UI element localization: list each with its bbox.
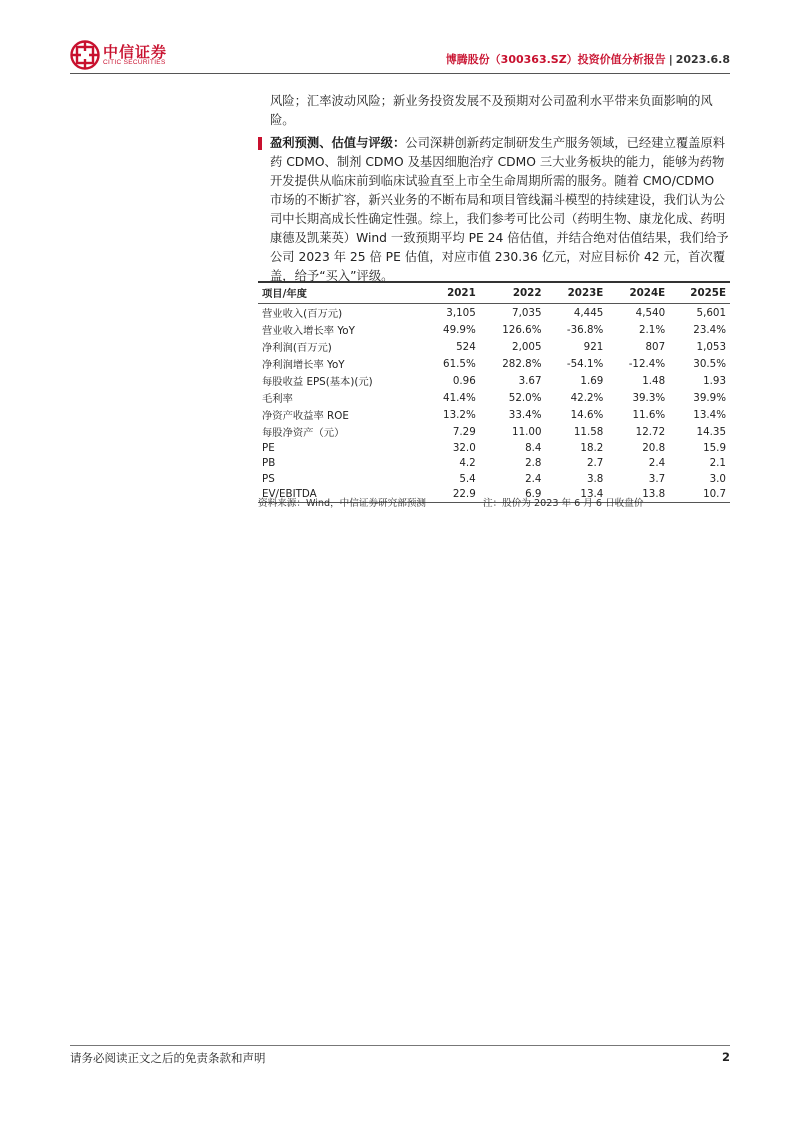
row-label: 每股收益 EPS(基本)(元) (262, 376, 373, 388)
table-row (258, 355, 730, 372)
table-cell: 33.4% (508, 408, 542, 421)
row-label: 净利润增长率 YoY (262, 359, 345, 371)
table-cell: 41.4% (443, 391, 476, 404)
table-cell: 14.6% (570, 408, 604, 421)
page-number: 2 (721, 1050, 730, 1064)
section-marker (258, 137, 262, 150)
table-row (258, 304, 730, 322)
table-cell: 11.58 (573, 425, 604, 438)
table-cell: 2.4 (648, 457, 666, 470)
table-cell: 20.8 (642, 441, 666, 454)
row-label: PE (262, 441, 275, 454)
table-row (258, 338, 730, 355)
table-cell: 282.8% (502, 357, 542, 370)
table-cell: 13.4 (546, 487, 608, 503)
table-cell: 1.69 (580, 374, 604, 387)
table-cell: 30.5% (693, 357, 726, 370)
table-header-row (258, 283, 730, 304)
report-title: 博腾股份（300363.SZ）投资价值分析报告 (445, 53, 666, 66)
table-cell: 807 (645, 340, 666, 353)
table-source: 资料来源：Wind，中信证券研究部预测 (258, 498, 427, 509)
logo-text-cn: 中信证券 (103, 43, 168, 61)
table-row (258, 423, 730, 440)
table-cell: 12.72 (635, 425, 666, 438)
table-row (258, 406, 730, 423)
page-header (70, 38, 730, 72)
table-cell: 2.1% (638, 323, 666, 336)
table-cell: 39.9% (693, 391, 726, 404)
footer-divider (70, 1045, 730, 1046)
valuation-paragraph (270, 134, 730, 286)
table-cell: 18.2 (580, 441, 604, 454)
table-cell: 2.4 (525, 472, 542, 485)
table-cell: 5,601 (696, 306, 726, 319)
header-divider (70, 73, 730, 74)
row-label: EV/EBITDA (258, 487, 423, 503)
table-cell: 23.4% (693, 323, 726, 336)
table-cell: 15.9 (703, 441, 726, 454)
table-header-cell: 项目/年度 (258, 283, 423, 304)
table-cell: 39.3% (632, 391, 666, 404)
table-cell: 4,445 (573, 306, 604, 319)
table-header-cell: 2024E (607, 283, 669, 304)
table-header-cell: 2022 (480, 283, 546, 304)
table-cell: 49.9% (443, 323, 476, 336)
table-row (258, 372, 730, 389)
table-cell: 13.4% (693, 408, 726, 421)
table-cell: 3.8 (586, 472, 604, 485)
row-label: 营业收入增长率 YoY (262, 325, 355, 337)
table-row (258, 471, 730, 487)
table-row (258, 456, 730, 472)
table-cell: 0.96 (452, 374, 476, 387)
header-separator: | (668, 53, 673, 66)
report-header-title (446, 51, 730, 67)
table-cell: 6.9 (480, 487, 546, 503)
table-cell: 14.35 (696, 425, 726, 438)
table-cell: 921 (583, 340, 604, 353)
citic-logo-icon (70, 40, 100, 70)
table-cell: 7,035 (512, 306, 542, 319)
report-date: 2023.6.8 (675, 53, 730, 66)
table-cell: 22.9 (423, 487, 480, 503)
table-cell: -54.1% (566, 357, 604, 370)
table-cell: 3.67 (518, 374, 542, 387)
table-cell: 126.6% (502, 323, 542, 336)
row-label: 净利润(百万元) (262, 342, 332, 354)
table-cell: 1,053 (696, 340, 726, 353)
table-header-cell: 2021 (423, 283, 480, 304)
row-label: 每股净资产（元） (262, 427, 345, 439)
table-cell: 1.93 (703, 374, 726, 387)
table-cell: 42.2% (570, 391, 604, 404)
row-label: PS (262, 472, 275, 485)
table-header-cell: 2025E (669, 283, 730, 304)
table-cell: 13.2% (443, 408, 476, 421)
table-cell: 3.7 (648, 472, 666, 485)
table-cell: 61.5% (443, 357, 476, 370)
table-cell: 5.4 (459, 472, 476, 485)
table-row (258, 389, 730, 406)
table-cell: 3.0 (709, 472, 726, 485)
risk-paragraph: 风险；汇率波动风险；新业务投资发展不及预期对公司盈利水平带来负面影响的风险。 (270, 94, 713, 127)
row-label: 营业收入(百万元) (262, 308, 343, 320)
financial-forecast-table (258, 282, 730, 503)
table-cell: 10.7 (669, 487, 730, 503)
table-note: 注：股价为 2023 年 6 月 6 日收盘价 (483, 498, 644, 509)
table-row (258, 321, 730, 338)
table-cell: 13.8 (607, 487, 669, 503)
footer-disclaimer: 请务必阅读正文之后的免责条款和声明 (70, 1051, 266, 1065)
table-cell: -36.8% (566, 323, 604, 336)
valuation-body: 公司深耕创新药定制研发生产服务领域，已经建立覆盖原料药 CDMO、制剂 CDMO 及基因细胞治疗 CDMO 三大业务板块的能力，能够为药物开发提供从临床前到临床试验直至上市全生命周期所需的服务。随着 CMO/CDMO 市场的不断扩容，新兴业务的不断布局和项目管线漏斗模型的持续建设，我们认为公司中长期高成长性确定性强。综上，我们参考可比公司（药明生物、康龙化成、药明康德及凯莱英）Wind 一致预期平均 PE 24 倍估值，并结合绝对估值结果，我们给予公司 2023 年 25 倍 PE 估值，对应市值 230.36 亿元，对应目标价 42 元，首次覆盖，给予“买入”评级。 (270, 136, 729, 283)
table-body (258, 304, 730, 503)
table-row (258, 440, 730, 456)
table-cell: 4.2 (459, 457, 476, 470)
citic-logo (70, 38, 270, 72)
valuation-heading: 盈利预测、估值与评级： (270, 136, 406, 150)
table-header-cell: 2023E (546, 283, 608, 304)
table-cell: 2.1 (709, 457, 726, 470)
table-cell: 4,540 (635, 306, 666, 319)
row-label: 净资产收益率 ROE (262, 410, 349, 422)
row-label: 毛利率 (262, 393, 293, 405)
table-cell: 2.8 (525, 457, 542, 470)
table-cell: 524 (456, 340, 476, 353)
table-cell: 7.29 (452, 425, 476, 438)
table-cell: 11.6% (632, 408, 666, 421)
row-label: PB (262, 457, 276, 470)
table-cell: 11.00 (512, 425, 542, 438)
table-cell: 2,005 (512, 340, 542, 353)
table-cell: 3,105 (446, 306, 476, 319)
table-cell: 52.0% (508, 391, 542, 404)
table-cell: 32.0 (452, 441, 476, 454)
table-cell: -12.4% (628, 357, 666, 370)
table-cell: 2.7 (586, 457, 604, 470)
logo-text-en: CITIC SECURITIES (103, 59, 166, 66)
table-cell: 8.4 (525, 441, 542, 454)
table-cell: 1.48 (642, 374, 666, 387)
